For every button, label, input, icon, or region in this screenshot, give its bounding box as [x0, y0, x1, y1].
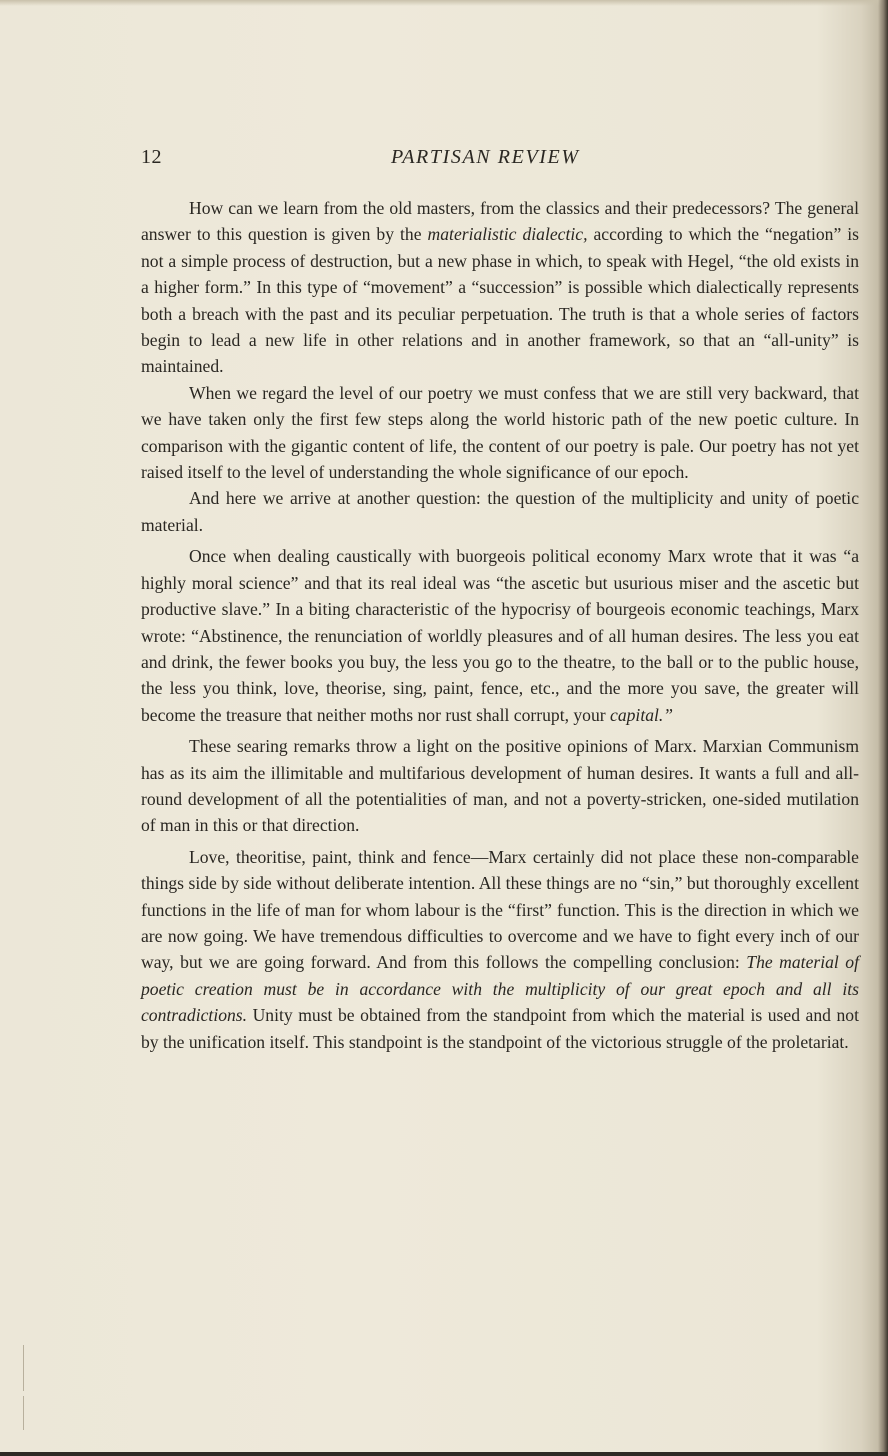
paragraph — [141, 195, 859, 380]
paragraph — [141, 485, 859, 538]
paragraph-text: Unity must be obtained from the standpoint from which the material is used and not by the unification itself. This standpoint is the standpoint of the victorious struggle of the proletariat. — [141, 1005, 859, 1052]
paragraph — [141, 380, 859, 486]
paragraph-text: And here we arrive at another question: the question of the multiplicity and unity of poetic material. — [141, 488, 859, 535]
page-top-edge — [0, 0, 888, 6]
body-text — [141, 195, 859, 1055]
running-head: PARTISAN REVIEW — [391, 146, 580, 168]
paragraph-text: Love, theoritise, paint, think and fence—Marx certainly did not place these non-comparable things side by side without deliberate intention. All these things are no “sin,” but thoroughly excellent functions in the life of man for whom labour is the “first” function. This is the direction in which we are now going. We have tremendous difficulties to overcome and we have to fight every inch of our way, but we are going forward. And from this follows the compelling conclusion: — [141, 846, 859, 973]
page-binding-shadow — [878, 0, 888, 1456]
paragraph-text: Once when dealing caustically with buorgeois political economy Marx wrote that it was “a highly moral science” and that its real ideal was “the ascetic but usurious miser and the ascetic but productive slave.” In a biting characteristic of the hypocrisy of bourgeois economic teachings, Marx wrote: “Abstinence, the renunciation of worldly pleasures and of all human desires. The less you eat and drink, the fewer books you buy, the less you go to the theatre, to the ball or to the public house, the less you think, love, theorise, sing, paint, fence, etc., and the more you save, the greater will become the treasure that neither moths nor rust shall corrupt, your — [141, 546, 859, 725]
paragraph-text: according to which the “negation” is not a simple process of destruction, but a new phase in which, to speak with Hegel, “the old exists in a higher form.” In this type of “movement” a “succession” is possible which dialectically represents both a breach with the past and its peculiar perpetuation. The truth is that a whole series of factors begin to lead a new life in other relations and in another framework, so that an “all-unity” is maintained. — [141, 224, 859, 377]
paragraph-text: These searing remarks throw a light on the positive opinions of Marx. Marxian Communism has as its aim the illimitable and multifarious development of human desires. It wants a full and all-round development of all the potentialities of man, and not a poverty-stricken, one-sided mutilation of man in this or that direction. — [141, 736, 859, 836]
paragraph — [141, 543, 859, 728]
italic-text: The material of poetic creation must be in accordance with the multiplicity of our great epoch and all its contradictions. — [141, 952, 859, 1026]
paragraph — [141, 844, 859, 1055]
paragraph-text: How can we learn from the old masters, from the classics and their predecessors? The general answer to this question is given by the — [141, 198, 859, 245]
paragraph — [141, 733, 859, 839]
italic-text: capital.” — [610, 704, 674, 725]
page-bottom-edge — [0, 1452, 888, 1456]
page-number: 12 — [141, 146, 162, 168]
margin-mark — [23, 1345, 24, 1391]
margin-mark — [23, 1396, 24, 1430]
page-header — [141, 146, 860, 176]
italic-text: materialistic dialectic, — [427, 224, 588, 245]
paragraph-text: When we regard the level of our poetry we must confess that we are still very backward, that we have taken only the first few steps along the world historic path of the new poetic culture. In comparison with the gigantic content of life, the content of our poetry is pale. Our poetry has not yet raised itself to the level of understanding the whole significance of our epoch. — [141, 382, 859, 483]
